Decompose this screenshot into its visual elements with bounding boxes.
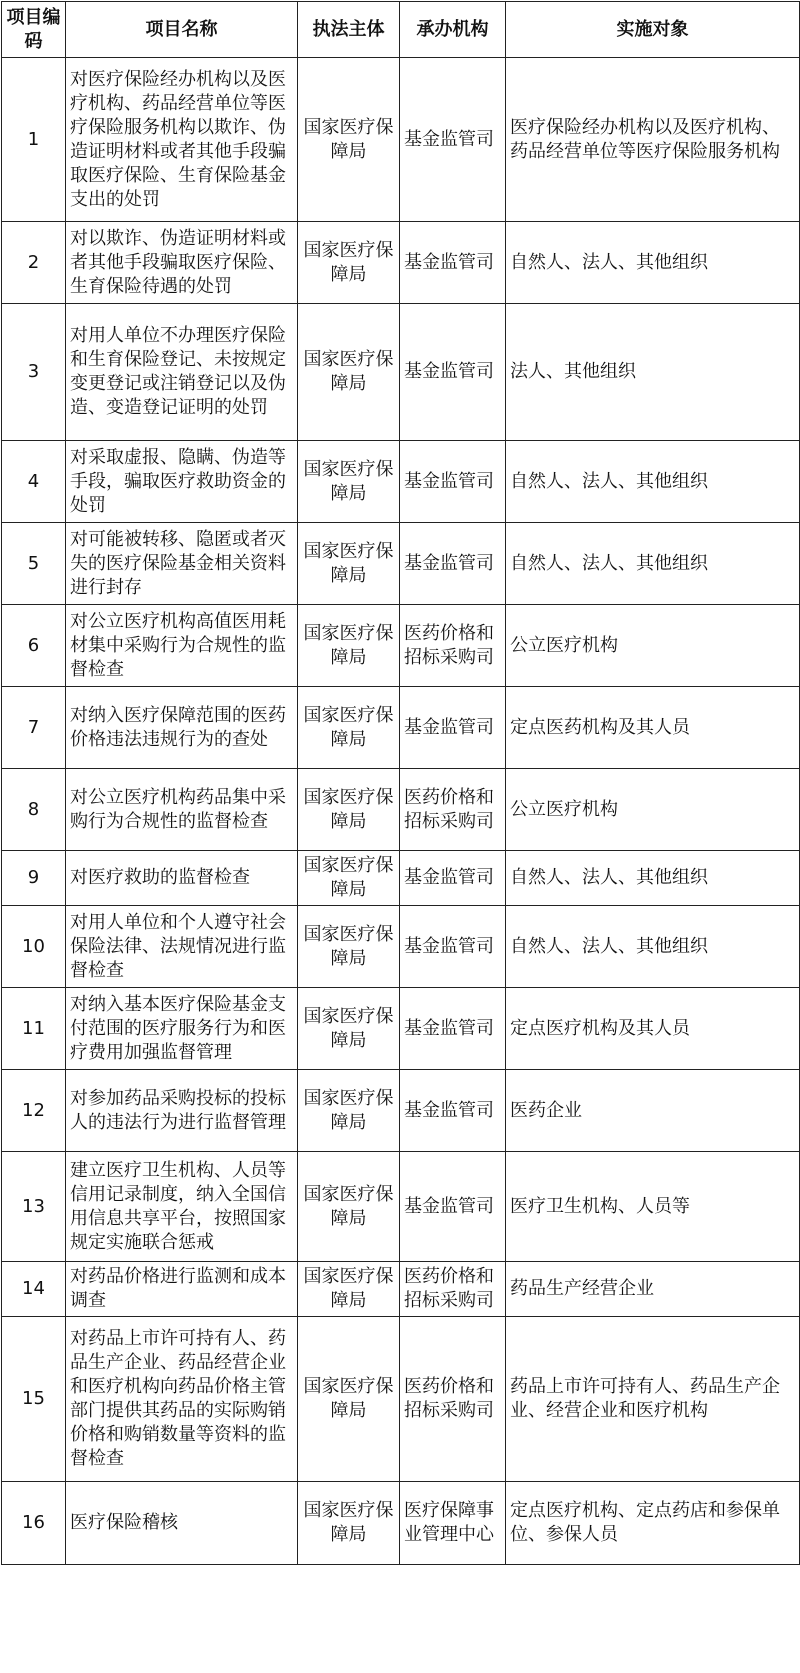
header-item-code: 项目编码: [2, 2, 66, 58]
table-row: [2, 851, 800, 906]
item-code-cell: 5: [2, 523, 66, 605]
enforcement-subject-cell: 国家医疗保障局: [298, 687, 400, 769]
table-row: [2, 58, 800, 222]
enforcement-subject-cell: 国家医疗保障局: [298, 988, 400, 1070]
item-name-cell: 对参加药品采购投标的投标人的违法行为进行监督管理: [66, 1070, 298, 1152]
handling-agency-cell: 基金监管司: [400, 851, 506, 906]
item-code-cell: 3: [2, 304, 66, 441]
item-name-cell: 对公立医疗机构高值医用耗材集中采购行为合规性的监督检查: [66, 605, 298, 687]
enforcement-items-table: [1, 1, 800, 1565]
target-cell: 公立医疗机构: [506, 605, 800, 687]
handling-agency-cell: 医药价格和招标采购司: [400, 605, 506, 687]
item-name-cell: 医疗保险稽核: [66, 1482, 298, 1565]
table-row: [2, 304, 800, 441]
enforcement-subject-cell: 国家医疗保障局: [298, 1070, 400, 1152]
item-name-cell: 对药品价格进行监测和成本调查: [66, 1262, 298, 1317]
handling-agency-cell: 基金监管司: [400, 523, 506, 605]
item-name-cell: 对医疗保险经办机构以及医疗机构、药品经营单位等医疗保险服务机构以欺诈、伪造证明材料或者其他手段骗取医疗保险、生育保险基金支出的处罚: [66, 58, 298, 222]
target-cell: 定点医疗机构、定点药店和参保单位、参保人员: [506, 1482, 800, 1565]
enforcement-subject-cell: 国家医疗保障局: [298, 769, 400, 851]
item-code-cell: 11: [2, 988, 66, 1070]
handling-agency-cell: 医药价格和招标采购司: [400, 1262, 506, 1317]
enforcement-subject-cell: 国家医疗保障局: [298, 1317, 400, 1482]
table-row: [2, 1152, 800, 1262]
item-name-cell: 对可能被转移、隐匿或者灭失的医疗保险基金相关资料进行封存: [66, 523, 298, 605]
enforcement-subject-cell: 国家医疗保障局: [298, 58, 400, 222]
target-cell: 自然人、法人、其他组织: [506, 906, 800, 988]
target-cell: 自然人、法人、其他组织: [506, 441, 800, 523]
enforcement-subject-cell: 国家医疗保障局: [298, 441, 400, 523]
handling-agency-cell: 基金监管司: [400, 906, 506, 988]
item-name-cell: 对以欺诈、伪造证明材料或者其他手段骗取医疗保险、生育保险待遇的处罚: [66, 222, 298, 304]
handling-agency-cell: 基金监管司: [400, 222, 506, 304]
item-code-cell: 7: [2, 687, 66, 769]
item-code-cell: 9: [2, 851, 66, 906]
target-cell: 自然人、法人、其他组织: [506, 851, 800, 906]
target-cell: 医药企业: [506, 1070, 800, 1152]
enforcement-subject-cell: 国家医疗保障局: [298, 1262, 400, 1317]
handling-agency-cell: 医药价格和招标采购司: [400, 769, 506, 851]
target-cell: 法人、其他组织: [506, 304, 800, 441]
header-item-name: 项目名称: [66, 2, 298, 58]
target-cell: 药品上市许可持有人、药品生产企业、经营企业和医疗机构: [506, 1317, 800, 1482]
enforcement-subject-cell: 国家医疗保障局: [298, 1152, 400, 1262]
handling-agency-cell: 基金监管司: [400, 304, 506, 441]
handling-agency-cell: 医药价格和招标采购司: [400, 1317, 506, 1482]
handling-agency-cell: 基金监管司: [400, 441, 506, 523]
header-enforcement-subject: 执法主体: [298, 2, 400, 58]
item-code-cell: 14: [2, 1262, 66, 1317]
table-row: [2, 1070, 800, 1152]
table-row: [2, 1317, 800, 1482]
item-name-cell: 对纳入医疗保障范围的医药价格违法违规行为的查处: [66, 687, 298, 769]
enforcement-subject-cell: 国家医疗保障局: [298, 1482, 400, 1565]
item-name-cell: 对纳入基本医疗保险基金支付范围的医疗服务行为和医疗费用加强监督管理: [66, 988, 298, 1070]
header-target: 实施对象: [506, 2, 800, 58]
table-row: [2, 441, 800, 523]
target-cell: 医疗卫生机构、人员等: [506, 1152, 800, 1262]
item-code-cell: 2: [2, 222, 66, 304]
item-code-cell: 15: [2, 1317, 66, 1482]
item-code-cell: 6: [2, 605, 66, 687]
enforcement-subject-cell: 国家医疗保障局: [298, 906, 400, 988]
table-row: [2, 523, 800, 605]
table-row: [2, 906, 800, 988]
table-row: [2, 687, 800, 769]
item-code-cell: 1: [2, 58, 66, 222]
item-name-cell: 对公立医疗机构药品集中采购行为合规性的监督检查: [66, 769, 298, 851]
target-cell: 药品生产经营企业: [506, 1262, 800, 1317]
handling-agency-cell: 基金监管司: [400, 1070, 506, 1152]
table-row: [2, 222, 800, 304]
item-name-cell: 对医疗救助的监督检查: [66, 851, 298, 906]
item-name-cell: 对用人单位不办理医疗保险和生育保险登记、未按规定变更登记或注销登记以及伪造、变造登记证明的处罚: [66, 304, 298, 441]
handling-agency-cell: 基金监管司: [400, 58, 506, 222]
target-cell: 定点医疗机构及其人员: [506, 988, 800, 1070]
target-cell: 公立医疗机构: [506, 769, 800, 851]
item-code-cell: 10: [2, 906, 66, 988]
enforcement-subject-cell: 国家医疗保障局: [298, 304, 400, 441]
handling-agency-cell: 基金监管司: [400, 988, 506, 1070]
header-handling-agency: 承办机构: [400, 2, 506, 58]
handling-agency-cell: 基金监管司: [400, 687, 506, 769]
table-row: [2, 988, 800, 1070]
handling-agency-cell: 基金监管司: [400, 1152, 506, 1262]
handling-agency-cell: 医疗保障事业管理中心: [400, 1482, 506, 1565]
item-name-cell: 对采取虚报、隐瞒、伪造等手段，骗取医疗救助资金的处罚: [66, 441, 298, 523]
table-row: [2, 1262, 800, 1317]
enforcement-subject-cell: 国家医疗保障局: [298, 851, 400, 906]
enforcement-subject-cell: 国家医疗保障局: [298, 605, 400, 687]
item-name-cell: 对用人单位和个人遵守社会保险法律、法规情况进行监督检查: [66, 906, 298, 988]
item-code-cell: 4: [2, 441, 66, 523]
enforcement-subject-cell: 国家医疗保障局: [298, 222, 400, 304]
target-cell: 自然人、法人、其他组织: [506, 222, 800, 304]
target-cell: 定点医药机构及其人员: [506, 687, 800, 769]
item-code-cell: 8: [2, 769, 66, 851]
item-name-cell: 对药品上市许可持有人、药品生产企业、药品经营企业和医疗机构向药品价格主管部门提供其药品的实际购销价格和购销数量等资料的监督检查: [66, 1317, 298, 1482]
table-row: [2, 1482, 800, 1565]
enforcement-subject-cell: 国家医疗保障局: [298, 523, 400, 605]
item-code-cell: 16: [2, 1482, 66, 1565]
item-code-cell: 12: [2, 1070, 66, 1152]
item-name-cell: 建立医疗卫生机构、人员等信用记录制度，纳入全国信用信息共享平台，按照国家规定实施联合惩戒: [66, 1152, 298, 1262]
table-row: [2, 769, 800, 851]
table-header-row: [2, 2, 800, 58]
table-row: [2, 605, 800, 687]
target-cell: 自然人、法人、其他组织: [506, 523, 800, 605]
item-code-cell: 13: [2, 1152, 66, 1262]
target-cell: 医疗保险经办机构以及医疗机构、药品经营单位等医疗保险服务机构: [506, 58, 800, 222]
